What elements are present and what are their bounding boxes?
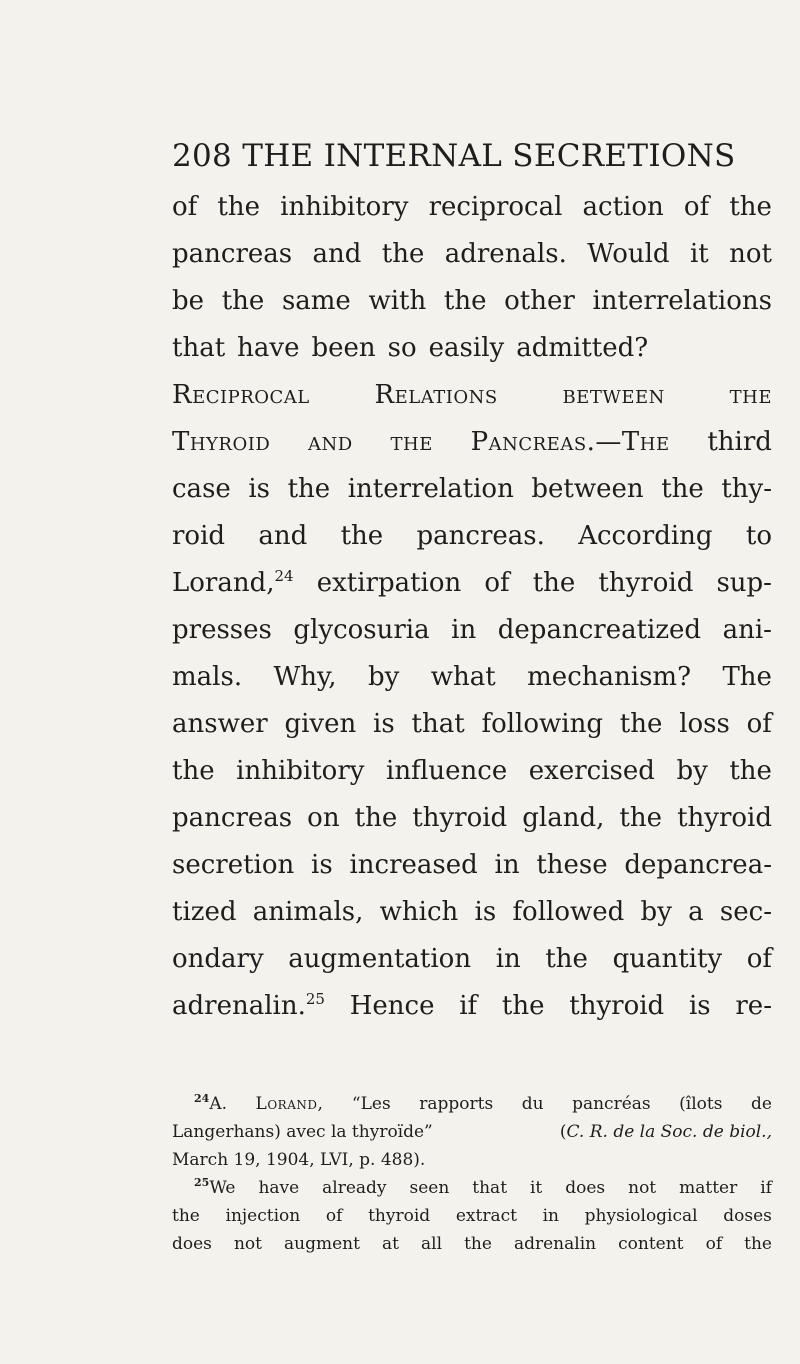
text-line: ondary augmentation in the quantity of [172, 944, 772, 974]
text-line: Lorand,24 extirpation of the thyroid sup- [172, 567, 772, 598]
footnote-25-cont: the injection of thyroid extract in physiological doses [172, 1206, 772, 1226]
text-line: mals. Why, by what mechanism? The [172, 662, 772, 692]
footnote-24-cont: March 19, 1904, LVI, p. 488). [172, 1150, 426, 1170]
text-line: presses glycosuria in depancreatized ani- [172, 615, 772, 645]
text-line: pancreas and the adrenals. Would it not [172, 239, 772, 269]
text-line: adrenalin.25 Hence if the thyroid is re- [172, 990, 772, 1021]
text-line: that have been so easily admitted? [172, 333, 649, 363]
section-heading-line: Reciprocal Relations between the [172, 380, 772, 410]
text-line: tized animals, which is followed by a sec- [172, 897, 772, 927]
text-line: secretion is increased in these depancrea- [172, 850, 772, 880]
footnote-24-cont: Langerhans) avec la thyroïde” (C. R. de la Soc. de biol., [172, 1122, 772, 1142]
section-heading-line: Thyroid and the Pancreas.—The third [172, 427, 772, 457]
text-line: the inhibitory influence exercised by the [172, 756, 772, 786]
footnotes [172, 1090, 772, 1258]
running-header [172, 138, 736, 174]
text-line: pancreas on the thyroid gland, the thyroid [172, 803, 772, 833]
body-text [172, 184, 772, 1030]
text-line: answer given is that following the loss of [172, 709, 772, 739]
running-title: THE INTERNAL SECRETIONS [242, 138, 736, 174]
footnote-25-cont: does not augment at all the adrenalin content of the [172, 1234, 772, 1254]
footnote-24: 24A. Lorand, “Les rapports du pancréas (îlots de [194, 1092, 772, 1114]
text-line: case is the interrelation between the thy- [172, 474, 772, 504]
text-line: roid and the pancreas. According to [172, 521, 772, 551]
page-number: 208 [172, 138, 233, 174]
text-line: of the inhibitory reciprocal action of the [172, 192, 772, 222]
footnote-25: 25We have already seen that it does not matter if [194, 1176, 772, 1198]
text-line: be the same with the other interrelations [172, 286, 772, 316]
